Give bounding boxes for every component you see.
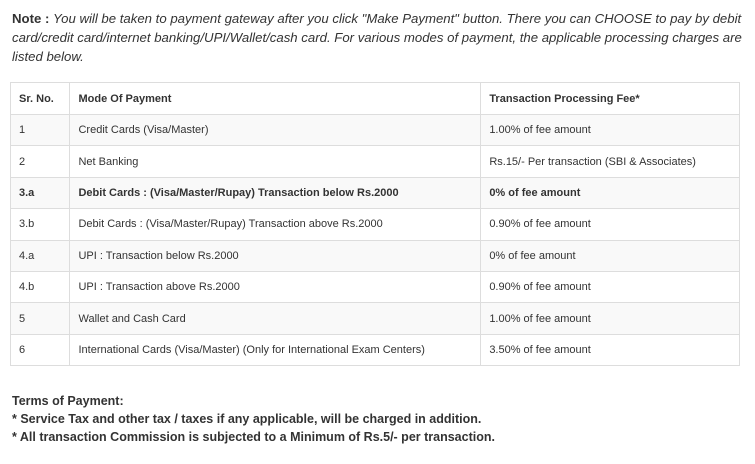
- header-sr-no: Sr. No.: [11, 83, 70, 115]
- terms-of-payment: [12, 392, 495, 446]
- table-header-row: [11, 83, 740, 115]
- cell-fee: Rs.15/- Per transaction (SBI & Associates): [481, 146, 740, 177]
- cell-mode: International Cards (Visa/Master) (Only for International Exam Centers): [70, 334, 481, 365]
- cell-sr-no: 6: [11, 334, 70, 365]
- table-row: [11, 271, 740, 302]
- cell-fee: 1.00% of fee amount: [481, 115, 740, 146]
- header-mode-of-payment: Mode Of Payment: [70, 83, 481, 115]
- terms-item: * All transaction Commission is subjected to a Minimum of Rs.5/- per transaction.: [12, 430, 495, 444]
- cell-fee: 0.90% of fee amount: [481, 271, 740, 302]
- cell-fee: 0.90% of fee amount: [481, 209, 740, 240]
- cell-sr-no: 5: [11, 303, 70, 334]
- cell-mode: Debit Cards : (Visa/Master/Rupay) Transaction above Rs.2000: [70, 209, 481, 240]
- cell-fee: 0% of fee amount: [481, 177, 740, 208]
- terms-item: * Service Tax and other tax / taxes if any applicable, will be charged in addition.: [12, 412, 482, 426]
- cell-mode: UPI : Transaction below Rs.2000: [70, 240, 481, 271]
- note-text: You will be taken to payment gateway after you click "Make Payment" button. There you can CHOOSE to pay by debit card/credit card/internet banking/UPI/Wallet/cash card. For various modes of payment, the applicable processing charges are listed below.: [12, 11, 742, 64]
- cell-fee: 0% of fee amount: [481, 240, 740, 271]
- payment-note: [12, 9, 747, 66]
- cell-mode: Credit Cards (Visa/Master): [70, 115, 481, 146]
- table-row: [11, 209, 740, 240]
- cell-mode: Net Banking: [70, 146, 481, 177]
- cell-mode: Wallet and Cash Card: [70, 303, 481, 334]
- table-row-highlighted: [11, 177, 740, 208]
- table-row: [11, 303, 740, 334]
- header-processing-fee: Transaction Processing Fee*: [481, 83, 740, 115]
- cell-sr-no: 1: [11, 115, 70, 146]
- table-row: [11, 146, 740, 177]
- terms-title: Terms of Payment:: [12, 394, 124, 408]
- cell-mode: UPI : Transaction above Rs.2000: [70, 271, 481, 302]
- cell-mode: Debit Cards : (Visa/Master/Rupay) Transaction below Rs.2000: [70, 177, 481, 208]
- note-label: Note :: [12, 11, 50, 26]
- table-row: [11, 334, 740, 365]
- cell-sr-no: 3.a: [11, 177, 70, 208]
- cell-sr-no: 3.b: [11, 209, 70, 240]
- payment-fee-table: [10, 82, 740, 366]
- cell-sr-no: 4.a: [11, 240, 70, 271]
- cell-fee: 3.50% of fee amount: [481, 334, 740, 365]
- cell-fee: 1.00% of fee amount: [481, 303, 740, 334]
- table-row: [11, 115, 740, 146]
- cell-sr-no: 2: [11, 146, 70, 177]
- table-row: [11, 240, 740, 271]
- cell-sr-no: 4.b: [11, 271, 70, 302]
